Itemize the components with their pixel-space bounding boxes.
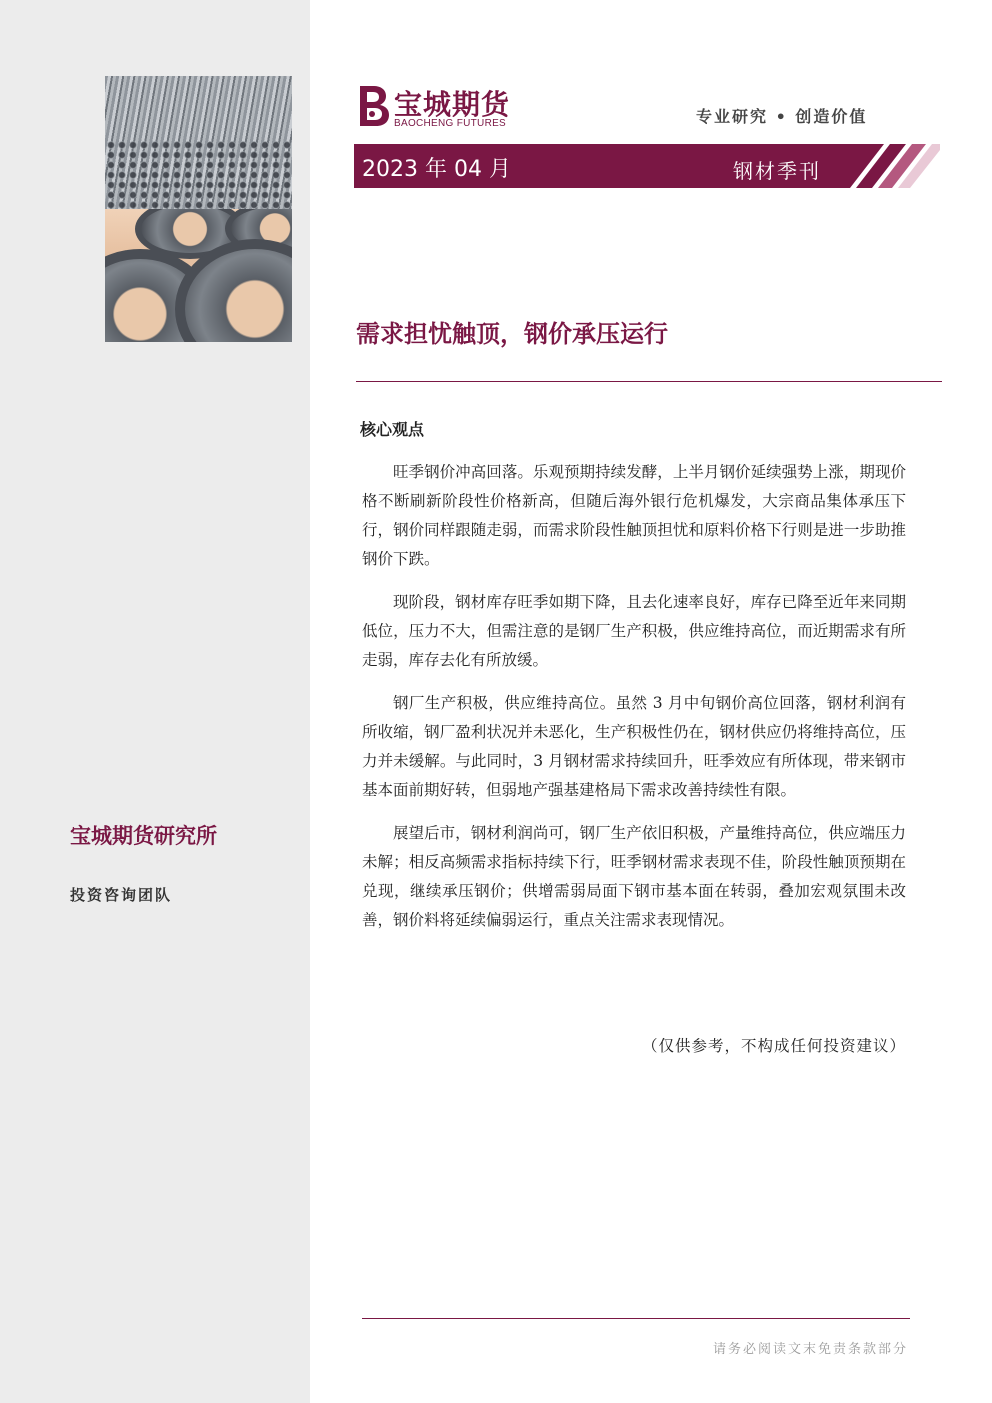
brand-logo [356, 82, 526, 132]
paragraph: 展望后市，钢材利润尚可，钢厂生产依旧积极，产量维持高位，供应端压力未解；相反高频需求指标持续下行，旺季钢材需求表现不佳，阶段性触顶预期在兑现，继续承压钢价；供增需弱局面下钢市基本面在转弱，叠加宏观氛围未改善，钢价料将延续偏弱运行，重点关注需求表现情况。 [362, 824, 906, 929]
paragraph: 现阶段，钢材库存旺季如期下降，且去化速率良好，库存已降至近年来同期低位，压力不大，但需注意的是钢厂生产积极，供应维持高位，而近期需求有所走弱，库存去化有所放缓。 [362, 593, 906, 669]
paragraph: 钢厂生产积极，供应维持高位。虽然 3 月中旬钢价高位回落，钢材利润有所收缩，钢厂盈利状况并未恶化，生产积极性仍在，钢材供应仍将维持高位，压力并未缓解。与此同时，3 月钢材需求持续回升，旺季效应有所体现，带来钢市基本面前期好转，但弱地产强基建格局下需求改善持续性有限。 [362, 694, 906, 799]
rebar-ends-texture [105, 139, 292, 209]
brand-name-cn: 宝城期货 [394, 88, 511, 121]
report-type: 钢材季刊 [733, 159, 821, 183]
team-name: 投资咨询团队 [70, 886, 173, 904]
footer-divider [362, 1318, 910, 1319]
brand-slogan: 专业研究 • 创造价值 [696, 107, 868, 126]
footer-note: 请务必阅读文末免责条款部分 [712, 1342, 908, 1357]
logo-b-mark-icon [356, 82, 392, 130]
body-text [362, 458, 906, 949]
brand-name-en: BAOCHENG FUTURES [394, 118, 507, 129]
steel-coil-photo [105, 209, 292, 342]
disclaimer: （仅供参考，不构成任何投资建议） [641, 1037, 906, 1055]
section-title: 核心观点 [360, 420, 425, 439]
report-headline: 需求担忧触顶，钢价承压运行 [356, 320, 668, 348]
report-date: 2023 年 04 月 [362, 157, 511, 182]
sidebar [0, 0, 310, 1403]
institute-name: 宝城期货研究所 [70, 824, 217, 848]
divider-line [356, 381, 942, 382]
rebar-photo [105, 76, 292, 209]
paragraph: 旺季钢价冲高回落。乐观预期持续发酵，上半月钢价延续强势上涨，期现价格不断刷新阶段性价格新高，但随后海外银行危机爆发，大宗商品集体承压下行，钢价同样跟随走弱，而需求阶段性触顶担忧和原料价格下行则是进一步助推钢价下跌。 [362, 463, 906, 568]
